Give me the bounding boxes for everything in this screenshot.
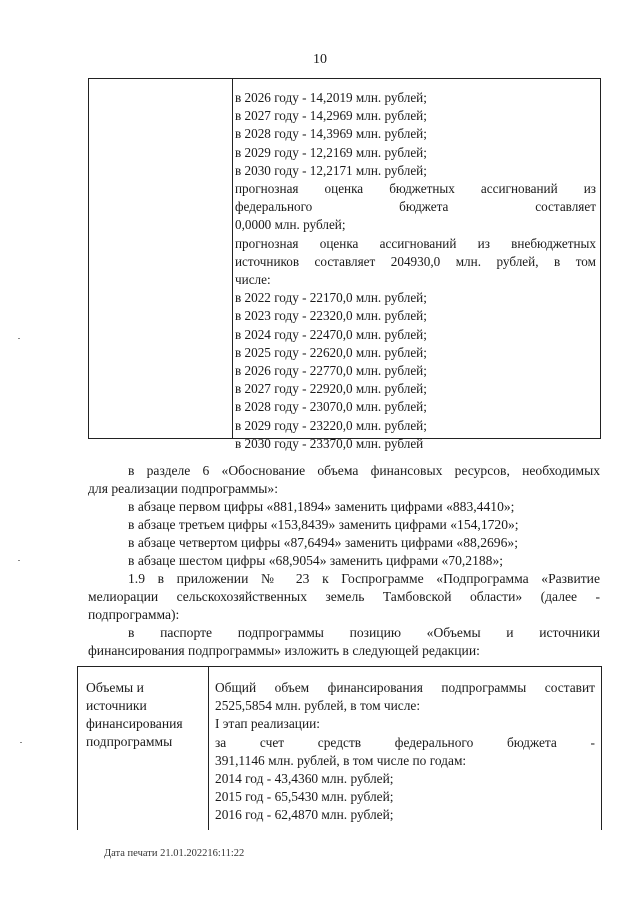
value-line: 2015 год - 65,5430 млн. рублей; [215, 789, 394, 805]
label-line: финансирования [86, 716, 183, 731]
print-date: Дата печати 21.01.202216:11:22 [104, 848, 245, 859]
amendment-item-3: в абзаце четвертом цифры «87,6494» заменить цифрами «88,2696»; [128, 535, 518, 550]
table-line: в 2027 году - 14,2969 млн. рублей; [235, 108, 427, 124]
table-line: в 2029 году - 12,2169 млн. рублей; [235, 144, 427, 160]
table-line: в 2028 году - 23070,0 млн. рублей; [235, 399, 427, 415]
amendment-item-4: в абзаце шестом цифры «68,9054» заменить цифрами «70,2188»; [128, 553, 504, 568]
amendment-item-1: в абзаце первом цифры «881,1894» заменить цифрами «883,4410»; [128, 499, 515, 514]
value-line: 2016 год - 62,4870 млн. рублей; [215, 807, 394, 823]
value-line: 2014 год - 43,4360 млн. рублей; [215, 771, 394, 787]
value-line: 391,1146 млн. рублей, в том числе по годам: [215, 752, 467, 768]
label-line: подпрограммы [86, 734, 173, 749]
passport-table [77, 666, 602, 830]
section-paragraph-line1: в разделе 6 «Обоснование объема финансовых ресурсов, необходимых [128, 463, 600, 478]
passport-table-label-cell [78, 667, 209, 830]
table-line: 0,0000 млн. рублей; [235, 217, 346, 233]
page-number: 10 [313, 52, 327, 67]
table-line: в 2024 году - 22470,0 млн. рублей; [235, 326, 427, 342]
point-1-9-line3: подпрограмма): [88, 607, 180, 622]
table-line: в 2028 году - 14,3969 млн. рублей; [235, 126, 427, 142]
table-line: в 2025 году - 22620,0 млн. рублей; [235, 344, 427, 360]
label-line: источники [86, 698, 147, 713]
label-line: Объемы и [86, 680, 144, 695]
table-line: в 2029 году - 23220,0 млн. рублей; [235, 417, 427, 433]
value-line: I этап реализации: [215, 716, 321, 732]
value-line: 2525,5854 млн. рублей, в том числе: [215, 698, 421, 714]
amendment-item-2: в абзаце третьем цифры «153,8439» заменить цифрами «154,1720»; [128, 517, 519, 532]
table-line: в 2022 году - 22170,0 млн. рублей; [235, 290, 427, 306]
table-line: в 2026 году - 14,2019 млн. рублей; [235, 90, 427, 105]
point-1-9-line1: 1.9 в приложении № 23 к Госпрограмме «Подпрограмма «Развитие [128, 571, 600, 586]
table-line: в 2026 году - 22770,0 млн. рублей; [235, 363, 427, 379]
table-line: федерального бюджета составляет [235, 199, 596, 215]
point-1-9-line2: мелиорации сельскохозяйственных земель Тамбовской области» (далее - [88, 589, 600, 604]
section-paragraph-line2: для реализации подпрограммы»: [88, 481, 278, 496]
table-line: прогнозная оценка ассигнований из внебюджетных [235, 235, 596, 251]
table-line: источников составляет 204930,0 млн. рублей, в том [235, 253, 596, 269]
table-left-column [89, 79, 233, 438]
table-right-column [235, 89, 596, 453]
table-line: в 2023 году - 22320,0 млн. рублей; [235, 308, 427, 324]
passport-table-value-cell [215, 679, 595, 825]
table-line: прогнозная оценка бюджетных ассигнований из [235, 181, 596, 197]
passport-line1: в паспорте подпрограммы позицию «Объемы и источники [128, 625, 600, 640]
table-line: в 2027 году - 22920,0 млн. рублей; [235, 381, 427, 397]
table-line: в 2030 году - 12,2171 млн. рублей; [235, 162, 427, 178]
passport-line2: финансирования подпрограммы» изложить в следующей редакции: [88, 643, 480, 658]
scan-mark [18, 338, 20, 339]
value-line: за счет средств федерального бюджета - [215, 734, 595, 750]
value-line: Общий объем финансирования подпрограммы составит [215, 680, 595, 695]
table-line: в 2030 году - 23370,0 млн. рублей [235, 435, 424, 451]
scan-mark [20, 742, 22, 743]
financing-table-continued [88, 78, 601, 451]
table-line: числе: [235, 272, 271, 288]
scan-mark [18, 560, 20, 561]
